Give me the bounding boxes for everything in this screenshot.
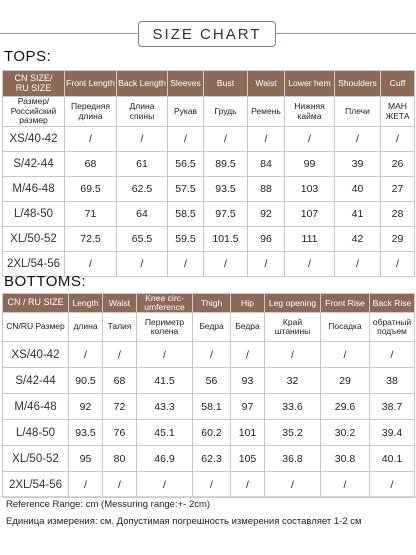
table-cell: 92 [69, 394, 103, 420]
table-cell: 105 [231, 446, 265, 472]
table-cell: 62.3 [193, 446, 231, 472]
tops-header-ru-4: Грудь [204, 97, 248, 127]
table-cell: / [321, 342, 370, 368]
table-cell: 39.4 [370, 420, 415, 446]
table-cell: / [285, 252, 335, 277]
tops-header-5: Waist [248, 71, 285, 97]
tops-header-ru-6: Нижняя кайма [285, 97, 335, 127]
bottoms-header-6: Leg opening [265, 294, 321, 313]
tops-header-1: Front Length [65, 71, 117, 97]
bottoms-header-5: Hip [231, 294, 265, 313]
table-row [3, 177, 415, 202]
bottoms-header-2: Waist [103, 294, 137, 313]
table-cell: 59.5 [168, 227, 204, 252]
table-cell: 93.5 [204, 177, 248, 202]
table-row [3, 420, 415, 446]
table-cell: / [204, 127, 248, 152]
bottoms-header-ru-1: длина [69, 313, 103, 342]
table-cell: 38 [370, 368, 415, 394]
bottoms-body [3, 342, 415, 498]
table-cell: 93.5 [69, 420, 103, 446]
table-cell: 89.5 [204, 152, 248, 177]
table-cell: 68 [65, 152, 117, 177]
table-cell: / [168, 127, 204, 152]
table-cell: 69.5 [65, 177, 117, 202]
bottoms-header-8: Back Rise [370, 294, 415, 313]
bottoms-header-ru-5: Бедра [231, 313, 265, 342]
table-cell: / [137, 342, 193, 368]
table-cell: 62.5 [117, 177, 168, 202]
size-label: M/46-48 [3, 177, 65, 202]
table-cell: 84 [248, 152, 285, 177]
table-cell: 97.5 [204, 202, 248, 227]
bottoms-header-ru [3, 313, 415, 342]
title-divider-right [276, 33, 416, 34]
table-cell: 29 [321, 368, 370, 394]
size-label: M/46-48 [3, 394, 69, 420]
tops-header-ru [3, 97, 415, 127]
table-cell: / [117, 252, 168, 277]
table-cell: 41 [335, 202, 381, 227]
tops-body [3, 127, 415, 277]
bottoms-heading: BOTTOMS: [4, 273, 87, 290]
table-cell: 26 [381, 152, 415, 177]
footer-divider [0, 496, 416, 497]
table-cell: 92 [248, 202, 285, 227]
bottoms-header-4: Thigh [193, 294, 231, 313]
table-cell: 101.5 [204, 227, 248, 252]
table-cell: 76 [103, 420, 137, 446]
table-cell: 95 [69, 446, 103, 472]
tops-header-8: Cuff [381, 71, 415, 97]
table-cell: 64 [117, 202, 168, 227]
table-cell: / [381, 127, 415, 152]
table-cell: 39 [335, 152, 381, 177]
size-label: XS/40-42 [3, 127, 65, 152]
table-cell: 99 [285, 152, 335, 177]
table-cell: 71 [65, 202, 117, 227]
table-cell: 72.5 [65, 227, 117, 252]
tops-header-7: Shoulders [335, 71, 381, 97]
size-label: XL/50-52 [3, 227, 65, 252]
table-cell: 58.5 [168, 202, 204, 227]
table-row [3, 446, 415, 472]
table-cell: 68 [103, 368, 137, 394]
table-cell: 40.1 [370, 446, 415, 472]
table-cell: 38.7 [370, 394, 415, 420]
table-cell: / [285, 127, 335, 152]
size-label: L/48-50 [3, 202, 65, 227]
bottoms-header-3: Knee circ- umference [137, 294, 193, 313]
table-cell: 42 [335, 227, 381, 252]
footer-ru-note: Единица измерения: см. Допустимая погрешность измерения составляет 1-2 см [6, 516, 362, 527]
table-cell: / [193, 472, 231, 498]
table-cell: 65.5 [117, 227, 168, 252]
table-cell: 27 [381, 177, 415, 202]
table-cell: 56 [193, 368, 231, 394]
table-cell: / [117, 127, 168, 152]
table-cell: / [168, 252, 204, 277]
table-cell: 30.2 [321, 420, 370, 446]
size-label: S/42-44 [3, 368, 69, 394]
table-cell: 30.8 [321, 446, 370, 472]
size-label: L/48-50 [3, 420, 69, 446]
table-cell: 35.2 [265, 420, 321, 446]
bottoms-header-ru-2: Талия [103, 313, 137, 342]
bottoms-header-en [3, 294, 415, 313]
bottoms-header-ru-6: Край штанины [265, 313, 321, 342]
tops-header-ru-8: МАН ЖЕТА [381, 97, 415, 127]
table-cell: 56.5 [168, 152, 204, 177]
table-cell: / [65, 127, 117, 152]
table-cell: 80 [103, 446, 137, 472]
tops-header-4: Bust [204, 71, 248, 97]
table-cell: 72 [103, 394, 137, 420]
footer-en-note: Reference Range: cm (Messuring range:+- 2cm) [6, 499, 211, 510]
tops-header-ru-0: Размер/ Российский размер [3, 97, 65, 127]
table-cell: / [335, 252, 381, 277]
table-row [3, 202, 415, 227]
table-cell: 111 [285, 227, 335, 252]
table-cell: 101 [231, 420, 265, 446]
table-cell: 33.6 [265, 394, 321, 420]
tops-heading: TOPS: [4, 48, 52, 65]
table-cell: / [231, 472, 265, 498]
table-row [3, 127, 415, 152]
table-cell: / [381, 252, 415, 277]
title-area [0, 0, 416, 48]
size-label: 2XL/54-56 [3, 252, 65, 277]
tops-header-ru-1: Передняя длина [65, 97, 117, 127]
bottoms-header-ru-8: обратный подъем [370, 313, 415, 342]
table-row [3, 394, 415, 420]
table-cell: 60.2 [193, 420, 231, 446]
bottoms-header-1: Length [69, 294, 103, 313]
table-cell: / [137, 472, 193, 498]
tops-header-ru-2: Длина спины [117, 97, 168, 127]
table-cell: 96 [248, 227, 285, 252]
table-row [3, 472, 415, 498]
table-cell: 29.6 [321, 394, 370, 420]
size-label: S/42-44 [3, 152, 65, 177]
tops-header-3: Sleeves [168, 71, 204, 97]
table-row [3, 152, 415, 177]
table-cell: 58.1 [193, 394, 231, 420]
table-row [3, 368, 415, 394]
tops-table [2, 70, 415, 277]
table-cell: / [193, 342, 231, 368]
table-cell: / [103, 472, 137, 498]
title-divider-left [0, 33, 138, 34]
table-cell: 28 [381, 202, 415, 227]
table-cell: 32 [265, 368, 321, 394]
table-cell: 41.5 [137, 368, 193, 394]
table-cell: 61 [117, 152, 168, 177]
table-cell: / [370, 472, 415, 498]
bottoms-header-ru-3: Периметр колена [137, 313, 193, 342]
bottoms-header-ru-0: CN/RU Размер [3, 313, 69, 342]
size-label: XL/50-52 [3, 446, 69, 472]
table-cell: / [103, 342, 137, 368]
tops-header-en [3, 71, 415, 97]
bottoms-header-0: CN / RU SIZE [3, 294, 69, 313]
table-cell: 36.8 [265, 446, 321, 472]
table-cell: / [204, 252, 248, 277]
table-row [3, 227, 415, 252]
table-cell: 90.5 [69, 368, 103, 394]
table-cell: / [65, 252, 117, 277]
bottoms-header-7: Front Rise [321, 294, 370, 313]
table-row [3, 342, 415, 368]
tops-header-6: Lower hem [285, 71, 335, 97]
table-cell: 107 [285, 202, 335, 227]
table-cell: / [69, 342, 103, 368]
tops-header-0: CN SIZE/ RU SIZE [3, 71, 65, 97]
table-cell: / [265, 472, 321, 498]
table-cell: 97 [231, 394, 265, 420]
tops-header-ru-7: Плечи [335, 97, 381, 127]
table-cell: 29 [381, 227, 415, 252]
table-cell: / [265, 342, 321, 368]
bottoms-header-ru-4: Бедра [193, 313, 231, 342]
tops-header-ru-5: Ремень [248, 97, 285, 127]
size-label: 2XL/54-56 [3, 472, 69, 498]
table-cell: / [231, 342, 265, 368]
tops-header-2: Back Length [117, 71, 168, 97]
size-label: XS/40-42 [3, 342, 69, 368]
page-title: SIZE CHART [138, 21, 276, 47]
table-cell: / [248, 252, 285, 277]
table-cell: / [370, 342, 415, 368]
table-cell: 45.1 [137, 420, 193, 446]
table-cell: 103 [285, 177, 335, 202]
table-cell: 43.3 [137, 394, 193, 420]
table-cell: 40 [335, 177, 381, 202]
table-cell: 88 [248, 177, 285, 202]
bottoms-table [2, 293, 415, 498]
table-cell: / [69, 472, 103, 498]
table-cell: 93 [231, 368, 265, 394]
table-cell: 57.5 [168, 177, 204, 202]
table-cell: / [335, 127, 381, 152]
table-cell: 46.9 [137, 446, 193, 472]
table-cell: / [248, 127, 285, 152]
table-cell: / [321, 472, 370, 498]
bottoms-header-ru-7: Посадка [321, 313, 370, 342]
tops-header-ru-3: Рукав [168, 97, 204, 127]
